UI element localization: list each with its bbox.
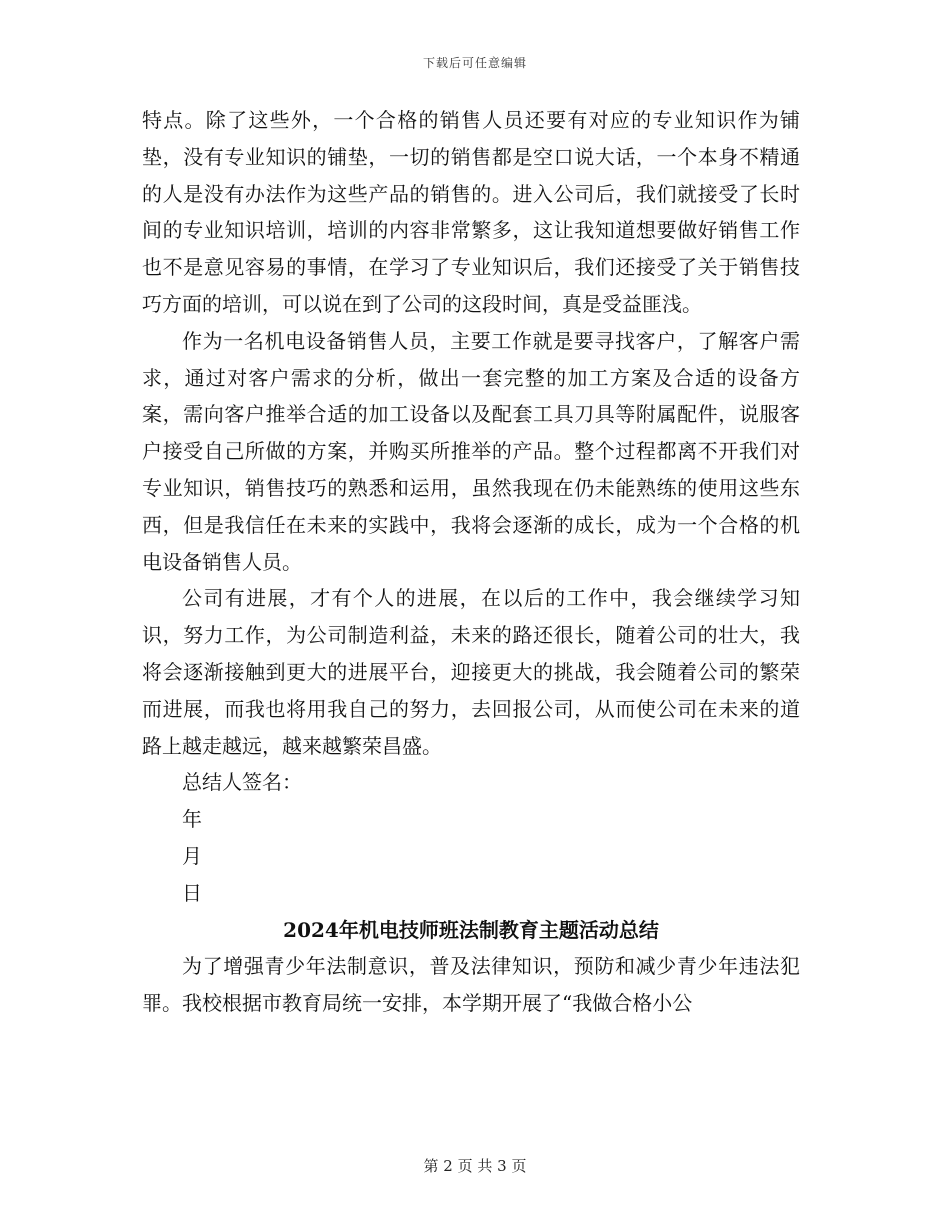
section-title: 2024年机电技师班法制教育主题活动总结 — [283, 917, 659, 942]
signature-year: 年 — [182, 807, 202, 832]
section-paragraph: 为了增强青少年法制意识，普及法律知识，预防和减少青少年违法犯罪。我校根据市教育局统一安排，本学期开展了“我做合格小公 — [142, 954, 800, 1016]
body-paragraph-continuation: 特点。除了这些外，一个合格的销售人员还要有对应的专业知识作为铺垫，没有专业知识的铺垫，一切的销售都是空口说大话，一个本身不精通的人是没有办法作为这些产品的销售的。进入公司后，我们就接受了长时间的专业知识培训，培训的内容非常繁多，这让我知道想要做好销售工作也不是意见容易的事情，在学习了专业知识后，我们还接受了关于销售技巧方面的培训，可以说在到了公司的这段时间，真是受益匪浅。 — [142, 108, 800, 316]
page-number: 第 2 页 共 3 页 — [423, 1157, 527, 1175]
signature-day: 日 — [182, 880, 202, 905]
page-header-note: 下载后可任意编辑 — [422, 56, 527, 70]
signature-label: 总结人签名： — [182, 770, 302, 795]
signature-month: 月 — [182, 843, 202, 868]
body-paragraph-outlook: 公司有进展，才有个人的进展，在以后的工作中，我会继续学习知识，努力工作，为公司制造利益，未来的路还很长，随着公司的壮大，我将会逐渐接触到更大的进展平台，迎接更大的挑战，我会随着公司的繁荣而进展，而我也将用我自己的努力，去回报公司，从而使公司在未来的道路上越走越远，越来越繁荣昌盛。 — [142, 586, 800, 758]
document-body — [142, 102, 800, 1022]
body-paragraph-job-duties: 作为一名机电设备销售人员，主要工作就是要寻找客户，了解客户需求，通过对客户需求的分析，做出一套完整的加工方案及合适的设备方案，需向客户推举合适的加工设备以及配套工具刀具等附属配件，说服客户接受自己所做的方案，并购买所推举的产品。整个过程都离不开我们对专业知识，销售技巧的熟悉和运用，虽然我现在仍未能熟练的使用这些东西，但是我信任在未来的实践中，我将会逐渐的成长，成为一个合格的机电设备销售人员。 — [142, 328, 800, 574]
